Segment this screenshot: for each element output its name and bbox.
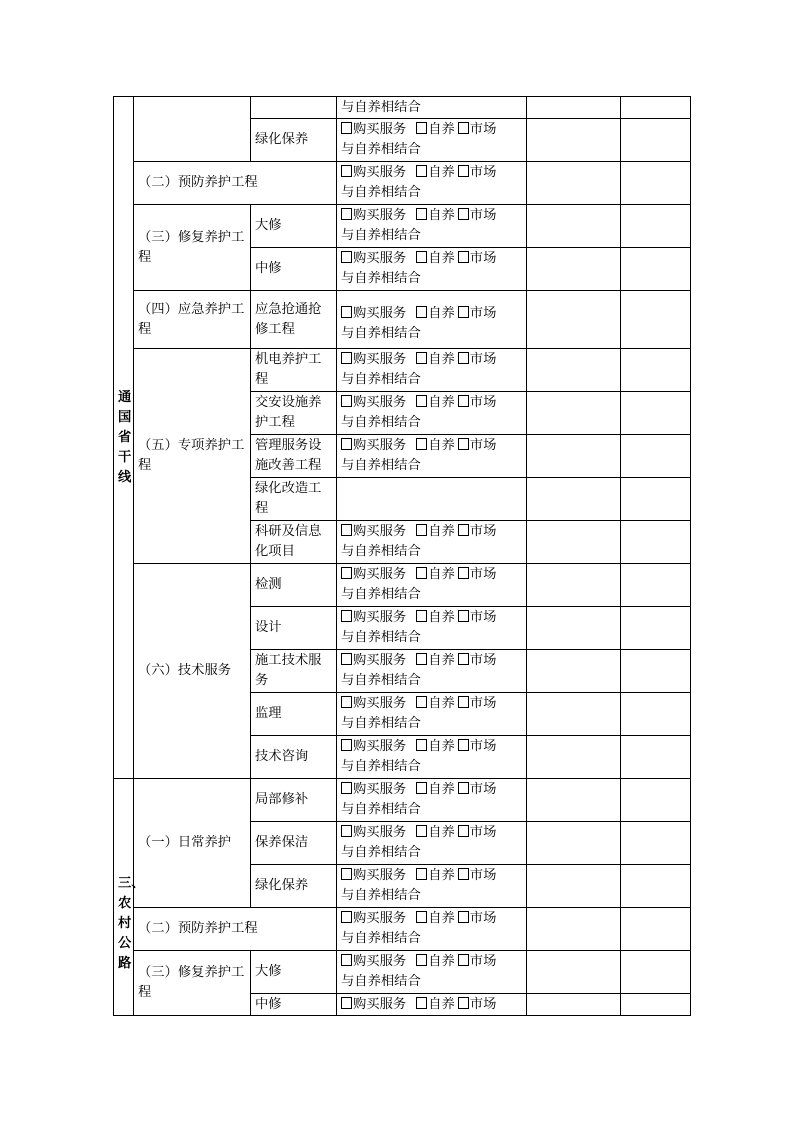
note-cell bbox=[527, 779, 621, 822]
item-greening-maintenance: 绿化保养 bbox=[251, 119, 337, 162]
checkbox-market-combined[interactable] bbox=[458, 825, 469, 837]
item-traffic-safety: 交安设施养护工程 bbox=[251, 392, 337, 435]
checkbox-buy-service[interactable] bbox=[341, 696, 352, 708]
mode-cell: 购买服务 自养 市场 与自养相结合 bbox=[337, 162, 527, 205]
item-major-repair: 大修 bbox=[251, 951, 337, 994]
table-row bbox=[114, 291, 691, 349]
checkbox-market-combined[interactable] bbox=[458, 438, 469, 450]
note-cell bbox=[527, 291, 621, 349]
item-medium-repair: 中修 bbox=[251, 994, 337, 1016]
note-cell bbox=[621, 822, 691, 865]
note-cell bbox=[527, 349, 621, 392]
table-row bbox=[114, 951, 691, 994]
note-cell bbox=[527, 865, 621, 908]
checkbox-buy-service[interactable] bbox=[341, 997, 352, 1009]
mode-cell: 购买服务 自养 市场 与自养相结合 bbox=[337, 248, 527, 291]
checkbox-self-maintenance[interactable] bbox=[416, 868, 427, 880]
mode-cell bbox=[337, 97, 527, 119]
sub-category-special: （五）专项养护工程 bbox=[134, 349, 251, 564]
note-cell bbox=[621, 779, 691, 822]
checkbox-buy-service[interactable] bbox=[341, 524, 352, 536]
checkbox-buy-service[interactable] bbox=[341, 306, 352, 318]
mode-cell: 购买服务 自养 市场 与自养相结合 bbox=[337, 693, 527, 736]
mode-cell: 购买服务 自养 市场 与自养相结合 bbox=[337, 119, 527, 162]
checkbox-buy-service[interactable] bbox=[341, 739, 352, 751]
checkbox-self-maintenance[interactable] bbox=[416, 610, 427, 622]
table-row bbox=[114, 564, 691, 607]
note-cell bbox=[621, 736, 691, 779]
note-cell bbox=[527, 822, 621, 865]
checkbox-market-combined[interactable] bbox=[458, 997, 469, 1009]
mode-cell: 购买服务 自养 市场 与自养相结合 bbox=[337, 650, 527, 693]
table-row bbox=[114, 97, 691, 119]
note-cell bbox=[527, 994, 621, 1016]
checkbox-market-combined[interactable] bbox=[458, 868, 469, 880]
mode-cell: 购买服务 自养 市场 与自养相结合 bbox=[337, 291, 527, 349]
checkbox-market-combined[interactable] bbox=[458, 524, 469, 536]
note-cell bbox=[621, 291, 691, 349]
checkbox-self-maintenance[interactable] bbox=[416, 352, 427, 364]
note-cell bbox=[527, 607, 621, 650]
note-cell bbox=[621, 248, 691, 291]
checkbox-self-maintenance[interactable] bbox=[416, 696, 427, 708]
checkbox-self-maintenance[interactable] bbox=[416, 782, 427, 794]
note-cell bbox=[527, 97, 621, 119]
checkbox-self-maintenance[interactable] bbox=[416, 653, 427, 665]
checkbox-market-combined[interactable] bbox=[458, 122, 469, 134]
mode-cell: 购买服务 自养 市场 与自养相结合 bbox=[337, 951, 527, 994]
item-supervision: 监理 bbox=[251, 693, 337, 736]
checkbox-market-combined[interactable] bbox=[458, 954, 469, 966]
note-cell bbox=[527, 564, 621, 607]
checkbox-market-combined[interactable] bbox=[458, 306, 469, 318]
checkbox-buy-service[interactable] bbox=[341, 122, 352, 134]
sub-category-technical: （六）技术服务 bbox=[134, 564, 251, 779]
table-row bbox=[114, 908, 691, 951]
note-cell bbox=[621, 205, 691, 248]
mode-cell: 购买服务 自养 市场 与自养相结合 bbox=[337, 205, 527, 248]
checkbox-buy-service[interactable] bbox=[341, 911, 352, 923]
category-rural-roads: 三、农村公路 bbox=[114, 779, 134, 1016]
checkbox-market-combined[interactable] bbox=[458, 610, 469, 622]
mode-cell: 购买服务 自养 市场 与自养相结合 bbox=[337, 607, 527, 650]
maintenance-mode-table bbox=[113, 96, 691, 1016]
checkbox-self-maintenance[interactable] bbox=[416, 825, 427, 837]
note-cell bbox=[621, 478, 691, 521]
mode-cell: 购买服务 自养 市场 与自养相结合 bbox=[337, 822, 527, 865]
item-cleaning: 保养保洁 bbox=[251, 822, 337, 865]
mode-cell: 购买服务 自养 市场 与自养相结合 bbox=[337, 349, 527, 392]
item-major-repair: 大修 bbox=[251, 205, 337, 248]
note-cell bbox=[621, 435, 691, 478]
checkbox-market-combined[interactable] bbox=[458, 567, 469, 579]
mode-cell: 购买服务 自养 市场 与自养相结合 bbox=[337, 521, 527, 564]
item-local-patching: 局部修补 bbox=[251, 779, 337, 822]
sub-category-preventive: （二）预防养护工程 bbox=[134, 162, 337, 205]
checkbox-self-maintenance[interactable] bbox=[416, 395, 427, 407]
checkbox-self-maintenance[interactable] bbox=[416, 165, 427, 177]
table-row bbox=[114, 162, 691, 205]
mode-cell-empty bbox=[337, 478, 527, 521]
note-cell bbox=[621, 650, 691, 693]
note-cell bbox=[527, 951, 621, 994]
note-cell bbox=[621, 97, 691, 119]
sub-category-repair: （三）修复养护工程 bbox=[134, 205, 251, 291]
checkbox-buy-service[interactable] bbox=[341, 438, 352, 450]
mode-cell: 购买服务 自养 市场 与自养相结合 bbox=[337, 564, 527, 607]
checkbox-self-maintenance[interactable] bbox=[416, 567, 427, 579]
checkbox-market-combined[interactable] bbox=[458, 911, 469, 923]
checkbox-self-maintenance[interactable] bbox=[416, 306, 427, 318]
checkbox-market-combined[interactable] bbox=[458, 739, 469, 751]
checkbox-market-combined[interactable] bbox=[458, 165, 469, 177]
checkbox-self-maintenance[interactable] bbox=[416, 438, 427, 450]
mode-cell: 购买服务 自养 市场 与自养相结合 bbox=[337, 779, 527, 822]
checkbox-self-maintenance[interactable] bbox=[416, 251, 427, 263]
checkbox-market-combined[interactable] bbox=[458, 251, 469, 263]
checkbox-market-combined[interactable] bbox=[458, 395, 469, 407]
note-cell bbox=[621, 994, 691, 1016]
checkbox-buy-service[interactable] bbox=[341, 165, 352, 177]
table-row bbox=[114, 779, 691, 822]
mode-text: 与自养相结合 bbox=[341, 99, 421, 115]
note-cell bbox=[527, 478, 621, 521]
note-cell bbox=[621, 119, 691, 162]
checkbox-buy-service[interactable] bbox=[341, 208, 352, 220]
note-cell bbox=[527, 392, 621, 435]
item-electromechanical: 机电养护工程 bbox=[251, 349, 337, 392]
item-emergency-repair: 应急抢通抢修工程 bbox=[251, 291, 337, 349]
note-cell bbox=[527, 119, 621, 162]
sub-category-emergency: （四）应急养护工程 bbox=[134, 291, 251, 349]
checkbox-buy-service[interactable] bbox=[341, 610, 352, 622]
item-medium-repair: 中修 bbox=[251, 248, 337, 291]
note-cell bbox=[527, 650, 621, 693]
category-national-provincial: 通国省干线 bbox=[114, 97, 134, 779]
mode-cell: 购买服务 自养 市场 与自养相结合 bbox=[337, 736, 527, 779]
note-cell bbox=[621, 521, 691, 564]
mode-cell: 购买服务 自养 市场 与自养相结合 bbox=[337, 435, 527, 478]
mode-cell: 购买服务 自养 市场 与自养相结合 bbox=[337, 908, 527, 951]
item-cell bbox=[251, 97, 337, 119]
item-inspection: 检测 bbox=[251, 564, 337, 607]
mode-cell: 购买服务 自养 市场 与自养相结合 bbox=[337, 392, 527, 435]
item-construction-tech: 施工技术服务 bbox=[251, 650, 337, 693]
item-greening-renovation: 绿化改造工程 bbox=[251, 478, 337, 521]
mode-cell: 购买服务 自养 市场 bbox=[337, 994, 527, 1016]
note-cell bbox=[527, 205, 621, 248]
sub-category-repair: （三）修复养护工程 bbox=[134, 951, 251, 1016]
note-cell bbox=[621, 951, 691, 994]
checkbox-self-maintenance[interactable] bbox=[416, 911, 427, 923]
table-row bbox=[114, 205, 691, 248]
checkbox-buy-service[interactable] bbox=[341, 954, 352, 966]
note-cell bbox=[527, 693, 621, 736]
note-cell bbox=[527, 248, 621, 291]
checkbox-self-maintenance[interactable] bbox=[416, 524, 427, 536]
note-cell bbox=[621, 865, 691, 908]
note-cell bbox=[621, 564, 691, 607]
item-tech-consulting: 技术咨询 bbox=[251, 736, 337, 779]
note-cell bbox=[621, 693, 691, 736]
checkbox-self-maintenance[interactable] bbox=[416, 954, 427, 966]
note-cell bbox=[527, 736, 621, 779]
checkbox-self-maintenance[interactable] bbox=[416, 122, 427, 134]
sub-category-preventive: （二）预防养护工程 bbox=[134, 908, 337, 951]
note-cell bbox=[621, 349, 691, 392]
checkbox-buy-service[interactable] bbox=[341, 653, 352, 665]
note-cell bbox=[527, 435, 621, 478]
checkbox-self-maintenance[interactable] bbox=[416, 208, 427, 220]
item-greening-maintenance: 绿化保养 bbox=[251, 865, 337, 908]
note-cell bbox=[527, 162, 621, 205]
checkbox-buy-service[interactable] bbox=[341, 352, 352, 364]
checkbox-market-combined[interactable] bbox=[458, 208, 469, 220]
item-design: 设计 bbox=[251, 607, 337, 650]
checkbox-market-combined[interactable] bbox=[458, 352, 469, 364]
mode-cell: 购买服务 自养 市场 与自养相结合 bbox=[337, 865, 527, 908]
checkbox-buy-service[interactable] bbox=[341, 782, 352, 794]
sub-category-daily: （一）日常养护 bbox=[134, 779, 251, 908]
checkbox-buy-service[interactable] bbox=[341, 251, 352, 263]
checkbox-buy-service[interactable] bbox=[341, 868, 352, 880]
note-cell bbox=[621, 607, 691, 650]
note-cell bbox=[621, 908, 691, 951]
checkbox-market-combined[interactable] bbox=[458, 653, 469, 665]
item-research-it: 科研及信息化项目 bbox=[251, 521, 337, 564]
sub-category-cell bbox=[134, 97, 251, 162]
checkbox-buy-service[interactable] bbox=[341, 395, 352, 407]
checkbox-market-combined[interactable] bbox=[458, 696, 469, 708]
note-cell bbox=[621, 392, 691, 435]
checkbox-self-maintenance[interactable] bbox=[416, 739, 427, 751]
checkbox-buy-service[interactable] bbox=[341, 567, 352, 579]
checkbox-self-maintenance[interactable] bbox=[416, 997, 427, 1009]
table-row bbox=[114, 349, 691, 392]
note-cell bbox=[527, 908, 621, 951]
note-cell bbox=[621, 162, 691, 205]
checkbox-market-combined[interactable] bbox=[458, 782, 469, 794]
checkbox-buy-service[interactable] bbox=[341, 825, 352, 837]
note-cell bbox=[527, 521, 621, 564]
item-service-facility: 管理服务设施改善工程 bbox=[251, 435, 337, 478]
